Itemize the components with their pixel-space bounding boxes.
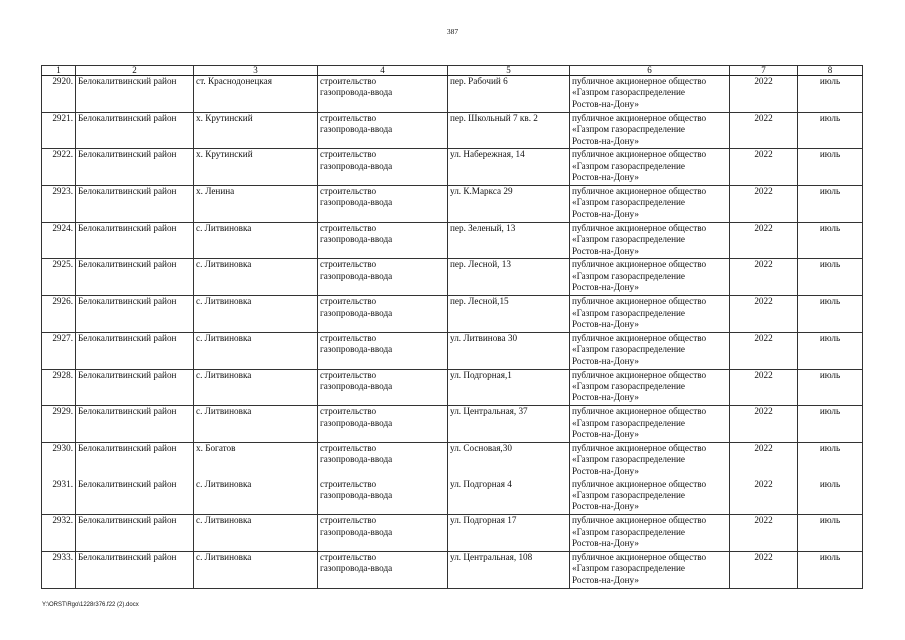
address-cell-line: пер. Школьный 7 кв. 2 xyxy=(450,112,538,123)
work-type-cell xyxy=(318,222,448,259)
year-cell-line: 2022 xyxy=(754,149,773,160)
column-header-4: 4 xyxy=(318,66,448,76)
work-type-cell xyxy=(318,76,448,113)
organization-cell-line: Ростов-на-Дону» xyxy=(572,355,639,366)
month-cell-line: июль xyxy=(819,478,841,489)
file-path-footer: Y:\ORST\Rgo\1228r376.f22 (2).docx xyxy=(42,602,139,608)
year-cell-line: 2022 xyxy=(754,551,773,562)
year-cell-line: 2022 xyxy=(754,442,773,453)
work-type-cell xyxy=(318,332,448,369)
district-cell-line: Белокалитвинский район xyxy=(78,515,177,526)
year-cell xyxy=(730,551,798,588)
row-number-cell xyxy=(42,479,76,515)
header-row xyxy=(42,66,863,76)
organization-cell-line: Ростов-на-Дону» xyxy=(572,282,639,293)
work-type-cell-line: газопровода-ввода xyxy=(320,270,393,281)
month-cell-line: июль xyxy=(819,406,841,417)
district-cell-line: Белокалитвинский район xyxy=(78,332,177,343)
row-number-cell xyxy=(42,442,76,478)
work-type-cell xyxy=(318,186,448,223)
locality-cell xyxy=(194,259,318,296)
district-cell xyxy=(76,406,194,443)
month-cell-line: июль xyxy=(819,222,841,233)
district-cell xyxy=(76,222,194,259)
organization-cell-line: «Газпром газораспределение xyxy=(572,563,685,574)
work-type-cell-line: строительство xyxy=(320,369,377,380)
row-number-cell-line: 2926. xyxy=(52,296,73,307)
row-number-cell xyxy=(42,551,76,588)
address-cell xyxy=(448,406,570,443)
organization-cell xyxy=(570,76,730,113)
organization-cell-line: Ростов-на-Дону» xyxy=(572,574,639,585)
address-cell xyxy=(448,442,570,478)
organization-cell-line: публичное акционерное общество xyxy=(572,515,707,526)
table-row xyxy=(42,259,863,296)
column-header-3: 3 xyxy=(194,66,318,76)
organization-cell-line: Ростов-на-Дону» xyxy=(572,318,639,329)
month-cell-line: июль xyxy=(819,551,841,562)
work-type-cell-line: строительство xyxy=(320,76,377,86)
address-cell xyxy=(448,222,570,259)
row-number-cell-line: 2927. xyxy=(52,332,73,343)
year-cell-line: 2022 xyxy=(754,259,773,270)
column-header-8: 8 xyxy=(798,66,863,76)
row-number-cell-line: 2923. xyxy=(52,186,73,197)
address-cell xyxy=(448,186,570,223)
work-type-cell-line: строительство xyxy=(320,442,377,453)
row-number-cell xyxy=(42,369,76,406)
district-cell xyxy=(76,76,194,113)
address-cell xyxy=(448,112,570,149)
year-cell xyxy=(730,149,798,186)
district-cell-line: Белокалитвинский район xyxy=(78,478,177,489)
row-number-cell-line: 2922. xyxy=(52,149,73,160)
locality-cell xyxy=(194,406,318,443)
address-cell xyxy=(448,515,570,552)
organization-cell-line: «Газпром газораспределение xyxy=(572,87,685,98)
row-number-cell-line: 2921. xyxy=(52,112,73,123)
month-cell-line: июль xyxy=(819,515,841,526)
work-type-cell-line: газопровода-ввода xyxy=(320,307,393,318)
organization-cell-line: публичное акционерное общество xyxy=(572,442,707,453)
table-row xyxy=(42,112,863,149)
district-cell xyxy=(76,296,194,333)
column-header-7: 7 xyxy=(730,66,798,76)
month-cell-line: июль xyxy=(819,112,841,123)
table-row xyxy=(42,406,863,443)
locality-cell xyxy=(194,551,318,588)
locality-cell-line: с. Литвиновка xyxy=(196,369,252,380)
work-type-cell-line: газопровода-ввода xyxy=(320,489,393,500)
locality-cell xyxy=(194,222,318,259)
locality-cell xyxy=(194,332,318,369)
district-cell xyxy=(76,149,194,186)
district-cell-line: Белокалитвинский район xyxy=(78,259,177,270)
year-cell xyxy=(730,406,798,443)
district-cell-line: Белокалитвинский район xyxy=(78,76,177,86)
month-cell xyxy=(798,186,863,223)
column-header-1: 1 xyxy=(42,66,76,76)
work-type-cell-line: строительство xyxy=(320,296,377,307)
organization-cell-line: «Газпром газораспределение xyxy=(572,526,685,537)
locality-cell-line: с. Литвиновка xyxy=(196,332,252,343)
month-cell-line: июль xyxy=(819,296,841,307)
work-type-cell-line: строительство xyxy=(320,478,377,489)
year-cell xyxy=(730,442,798,478)
work-type-cell xyxy=(318,369,448,406)
work-type-cell-line: строительство xyxy=(320,259,377,270)
organization-cell-line: «Газпром газораспределение xyxy=(572,124,685,135)
address-cell-line: ул. Подгорная 4 xyxy=(450,478,512,489)
work-type-cell-line: строительство xyxy=(320,186,377,197)
year-cell xyxy=(730,112,798,149)
address-cell xyxy=(448,149,570,186)
district-cell xyxy=(76,112,194,149)
table-row xyxy=(42,515,863,552)
work-type-cell-line: газопровода-ввода xyxy=(320,563,393,574)
row-number-cell-line: 2929. xyxy=(52,406,73,417)
work-type-cell-line: газопровода-ввода xyxy=(320,454,393,465)
organization-cell-line: публичное акционерное общество xyxy=(572,149,707,160)
row-number-cell-line: 2924. xyxy=(52,222,73,233)
month-cell-line: июль xyxy=(819,149,841,160)
work-type-cell xyxy=(318,296,448,333)
organization-cell-line: Ростов-на-Дону» xyxy=(572,429,639,439)
year-cell-line: 2022 xyxy=(754,332,773,343)
address-cell-line: ул. Подгорная 17 xyxy=(450,515,517,526)
organization-cell xyxy=(570,296,730,333)
organization-cell-line: Ростов-на-Дону» xyxy=(572,465,639,476)
organization-cell-line: Ростов-на-Дону» xyxy=(572,98,639,109)
organization-cell xyxy=(570,442,730,478)
district-cell-line: Белокалитвинский район xyxy=(78,222,177,233)
address-cell-line: ул. Литвинова 30 xyxy=(450,332,518,343)
locality-cell xyxy=(194,186,318,223)
year-cell xyxy=(730,515,798,552)
work-type-cell-line: строительство xyxy=(320,515,377,526)
year-cell xyxy=(730,76,798,113)
year-cell-line: 2022 xyxy=(754,296,773,307)
locality-cell xyxy=(194,369,318,406)
organization-cell-line: Ростов-на-Дону» xyxy=(572,172,639,183)
district-cell-line: Белокалитвинский район xyxy=(78,369,177,380)
organization-cell-line: публичное акционерное общество xyxy=(572,186,707,197)
year-cell-line: 2022 xyxy=(754,369,773,380)
locality-cell xyxy=(194,76,318,113)
month-cell-line: июль xyxy=(819,332,841,343)
work-type-cell-line: строительство xyxy=(320,112,377,123)
locality-cell xyxy=(194,515,318,552)
work-type-cell-line: газопровода-ввода xyxy=(320,380,393,391)
row-number-cell xyxy=(42,332,76,369)
work-type-cell xyxy=(318,551,448,588)
district-cell xyxy=(76,186,194,223)
organization-cell-line: публичное акционерное общество xyxy=(572,259,707,270)
work-type-cell xyxy=(318,479,448,515)
locality-cell-line: с. Литвиновка xyxy=(196,551,252,562)
row-number-cell xyxy=(42,112,76,149)
month-cell-line: июль xyxy=(819,369,841,380)
row-number-cell xyxy=(42,296,76,333)
month-cell xyxy=(798,259,863,296)
year-cell xyxy=(730,479,798,515)
work-type-cell xyxy=(318,515,448,552)
organization-cell-line: «Газпром газораспределение xyxy=(572,307,685,318)
organization-cell-line: публичное акционерное общество xyxy=(572,369,707,380)
address-cell xyxy=(448,551,570,588)
organization-cell-line: публичное акционерное общество xyxy=(572,296,707,307)
district-cell-line: Белокалитвинский район xyxy=(78,551,177,562)
district-cell-line: Белокалитвинский район xyxy=(78,112,177,123)
row-number-cell-line: 2930. xyxy=(52,442,73,453)
row-number-cell-line: 2928. xyxy=(52,369,73,380)
work-type-cell xyxy=(318,259,448,296)
year-cell xyxy=(730,259,798,296)
month-cell xyxy=(798,515,863,552)
district-cell xyxy=(76,259,194,296)
work-type-cell xyxy=(318,149,448,186)
table-row xyxy=(42,332,863,369)
locality-cell xyxy=(194,479,318,515)
organization-cell-line: «Газпром газораспределение xyxy=(572,489,685,500)
work-type-cell-line: газопровода-ввода xyxy=(320,197,393,208)
locality-cell-line: с. Литвиновка xyxy=(196,478,252,489)
locality-cell-line: х. Ленина xyxy=(196,186,235,197)
district-cell-line: Белокалитвинский район xyxy=(78,149,177,160)
organization-cell-line: «Газпром газораспределение xyxy=(572,454,685,465)
locality-cell-line: с. Литвиновка xyxy=(196,515,252,526)
row-number-cell xyxy=(42,222,76,259)
organization-cell-line: Ростов-на-Дону» xyxy=(572,135,639,146)
locality-cell-line: с. Литвиновка xyxy=(196,406,252,417)
row-number-cell-line: 2932. xyxy=(52,515,73,526)
district-cell-line: Белокалитвинский район xyxy=(78,406,177,417)
organization-cell xyxy=(570,406,730,443)
page-number: 387 xyxy=(446,27,459,36)
address-cell-line: ул. Центральная, 37 xyxy=(450,406,528,417)
address-cell xyxy=(448,369,570,406)
organization-cell xyxy=(570,332,730,369)
district-cell xyxy=(76,369,194,406)
table-row xyxy=(42,149,863,186)
work-type-cell-line: строительство xyxy=(320,222,377,233)
organization-cell-line: Ростов-на-Дону» xyxy=(572,392,639,403)
address-cell-line: пер. Рабочий 6 xyxy=(450,76,508,86)
table-row xyxy=(42,296,863,333)
year-cell-line: 2022 xyxy=(754,515,773,526)
organization-cell xyxy=(570,222,730,259)
year-cell xyxy=(730,332,798,369)
organization-cell-line: «Газпром газораспределение xyxy=(572,344,685,355)
row-number-cell-line: 2925. xyxy=(52,259,73,270)
month-cell xyxy=(798,112,863,149)
district-cell xyxy=(76,551,194,588)
locality-cell-line: х. Богатов xyxy=(196,442,236,453)
month-cell xyxy=(798,369,863,406)
organization-cell-line: публичное акционерное общество xyxy=(572,478,707,489)
table-row xyxy=(42,479,863,515)
organization-cell xyxy=(570,112,730,149)
month-cell xyxy=(798,442,863,478)
month-cell xyxy=(798,551,863,588)
row-number-cell xyxy=(42,406,76,443)
address-cell-line: пер. Лесной, 13 xyxy=(450,259,511,270)
organization-cell-line: Ростов-на-Дону» xyxy=(572,501,639,512)
organization-cell xyxy=(570,551,730,588)
row-number-cell-line: 2931. xyxy=(52,478,73,489)
district-cell xyxy=(76,515,194,552)
table-row xyxy=(42,369,863,406)
table-row xyxy=(42,551,863,588)
row-number-cell-line: 2920. xyxy=(52,76,73,86)
organization-cell-line: публичное акционерное общество xyxy=(572,551,707,562)
address-cell xyxy=(448,296,570,333)
address-cell xyxy=(448,479,570,515)
address-cell xyxy=(448,259,570,296)
locality-cell-line: с. Литвиновка xyxy=(196,296,252,307)
organization-cell-line: Ростов-на-Дону» xyxy=(572,208,639,219)
row-number-cell-line: 2933. xyxy=(52,551,73,562)
work-type-cell-line: газопровода-ввода xyxy=(320,417,393,428)
column-header-5: 5 xyxy=(448,66,570,76)
work-type-cell-line: газопровода-ввода xyxy=(320,87,393,98)
address-cell xyxy=(448,76,570,113)
month-cell xyxy=(798,76,863,113)
organization-cell-line: публичное акционерное общество xyxy=(572,222,707,233)
address-cell-line: ул. Набережная, 14 xyxy=(450,149,525,160)
table-row xyxy=(42,222,863,259)
year-cell xyxy=(730,369,798,406)
year-cell-line: 2022 xyxy=(754,406,773,417)
year-cell xyxy=(730,186,798,223)
organization-cell-line: Ростов-на-Дону» xyxy=(572,245,639,256)
locality-cell xyxy=(194,442,318,478)
work-type-cell-line: газопровода-ввода xyxy=(320,234,393,245)
month-cell-line: июль xyxy=(819,76,841,86)
organization-cell-line: «Газпром газораспределение xyxy=(572,380,685,391)
year-cell xyxy=(730,296,798,333)
district-cell-line: Белокалитвинский район xyxy=(78,442,177,453)
column-header-6: 6 xyxy=(570,66,730,76)
organization-cell xyxy=(570,479,730,515)
locality-cell-line: с. Литвиновка xyxy=(196,259,252,270)
month-cell-line: июль xyxy=(819,186,841,197)
month-cell xyxy=(798,149,863,186)
table-row xyxy=(42,186,863,223)
column-header-2: 2 xyxy=(76,66,194,76)
row-number-cell xyxy=(42,259,76,296)
row-number-cell xyxy=(42,149,76,186)
work-type-cell-line: строительство xyxy=(320,149,377,160)
address-cell-line: ул. К.Маркса 29 xyxy=(450,186,513,197)
work-type-cell-line: строительство xyxy=(320,551,377,562)
work-type-cell xyxy=(318,442,448,478)
month-cell-line: июль xyxy=(819,259,841,270)
address-cell-line: пер. Лесной,15 xyxy=(450,296,509,307)
month-cell-line: июль xyxy=(819,442,841,453)
locality-cell xyxy=(194,149,318,186)
work-type-cell-line: газопровода-ввода xyxy=(320,526,393,537)
organization-cell-line: «Газпром газораспределение xyxy=(572,270,685,281)
organization-cell-line: публичное акционерное общество xyxy=(572,112,707,123)
work-type-cell-line: строительство xyxy=(320,406,377,417)
district-cell xyxy=(76,332,194,369)
organization-cell xyxy=(570,369,730,406)
year-cell-line: 2022 xyxy=(754,478,773,489)
work-type-cell xyxy=(318,406,448,443)
locality-cell-line: х. Крутинский xyxy=(196,112,253,123)
organization-cell-line: «Газпром газораспределение xyxy=(572,197,685,208)
year-cell-line: 2022 xyxy=(754,76,773,86)
organization-cell-line: «Газпром газораспределение xyxy=(572,417,685,428)
month-cell xyxy=(798,222,863,259)
table-row xyxy=(42,442,863,478)
work-type-cell-line: газопровода-ввода xyxy=(320,160,393,171)
month-cell xyxy=(798,406,863,443)
row-number-cell xyxy=(42,76,76,113)
address-cell xyxy=(448,332,570,369)
address-cell-line: ул. Подгорная,1 xyxy=(450,369,512,380)
month-cell xyxy=(798,479,863,515)
organization-cell xyxy=(570,259,730,296)
row-number-cell xyxy=(42,515,76,552)
address-cell-line: пер. Зеленый, 13 xyxy=(450,222,516,233)
locality-cell xyxy=(194,112,318,149)
district-cell xyxy=(76,442,194,478)
locality-cell xyxy=(194,296,318,333)
district-cell-line: Белокалитвинский район xyxy=(78,186,177,197)
locality-cell-line: с. Литвиновка xyxy=(196,222,252,233)
organization-cell-line: публичное акционерное общество xyxy=(572,406,707,417)
organization-cell xyxy=(570,149,730,186)
district-cell-line: Белокалитвинский район xyxy=(78,296,177,307)
month-cell xyxy=(798,296,863,333)
work-type-cell-line: газопровода-ввода xyxy=(320,344,393,355)
work-type-cell xyxy=(318,112,448,149)
year-cell-line: 2022 xyxy=(754,222,773,233)
year-cell-line: 2022 xyxy=(754,186,773,197)
district-cell xyxy=(76,479,194,515)
table-row xyxy=(42,76,863,113)
organization-cell-line: публичное акционерное общество xyxy=(572,332,707,343)
month-cell xyxy=(798,332,863,369)
locality-cell-line: х. Крутинский xyxy=(196,149,253,160)
work-type-cell-line: газопровода-ввода xyxy=(320,124,393,135)
locality-cell-line: ст. Краснодонецкая xyxy=(196,76,272,86)
row-number-cell xyxy=(42,186,76,223)
organization-cell-line: Ростов-на-Дону» xyxy=(572,538,639,549)
gas-pipeline-table xyxy=(41,65,863,589)
organization-cell xyxy=(570,515,730,552)
organization-cell xyxy=(570,186,730,223)
year-cell-line: 2022 xyxy=(754,112,773,123)
organization-cell-line: «Газпром газораспределение xyxy=(572,234,685,245)
year-cell xyxy=(730,222,798,259)
address-cell-line: ул. Центральная, 108 xyxy=(450,551,533,562)
work-type-cell-line: строительство xyxy=(320,332,377,343)
organization-cell-line: «Газпром газораспределение xyxy=(572,160,685,171)
address-cell-line: ул. Сосновая,30 xyxy=(450,442,512,453)
table-body xyxy=(42,76,863,589)
organization-cell-line: публичное акционерное общество xyxy=(572,76,707,86)
